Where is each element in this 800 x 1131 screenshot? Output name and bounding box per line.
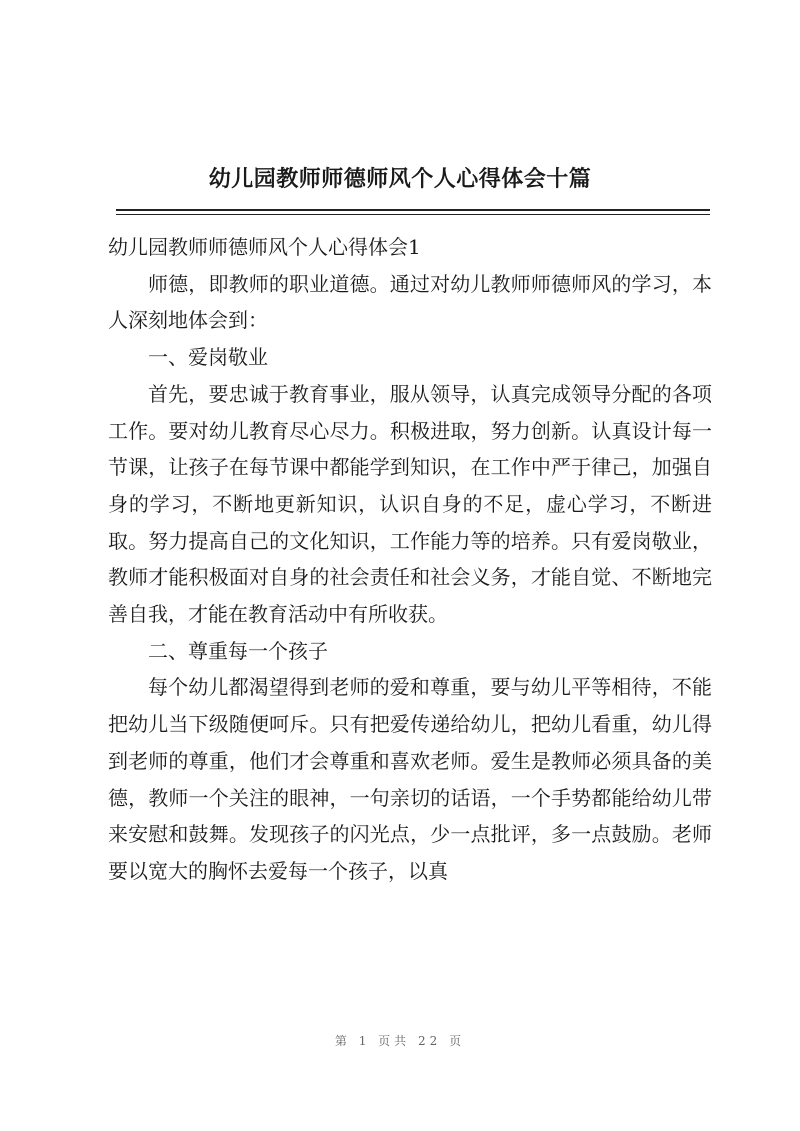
section-heading: 幼儿园教师师德师风个人心得体会1 (108, 235, 421, 259)
paragraph-1: 首先，要忠诚于教育事业，服从领导，认真完成领导分配的各项工作。要对幼儿教育尽心尽力。积极进取，努力创新。认真设计每一节课，让孩子在每节课中都能学到知识，在工作中严于律己，加强自身的学习，不断地更新知识，认识自身的不足，虚心学习，不断进取。努力提高自己的文化知识，工作能力等的培养。只有爱岗敬业，教师才能积极面对自身的社会责任和社会义务，才能自觉、不断地完善自我，才能在教育活动中有所收获。 (108, 381, 712, 627)
title-divider-thin (116, 214, 710, 215)
page-number-footer: 第 1 页共 22 页 (334, 1034, 466, 1048)
subheading-1: 一、爱岗敬业 (148, 345, 268, 370)
subheading-2: 二、尊重每一个孩子 (148, 638, 328, 663)
document-body (108, 229, 712, 890)
title-divider-thick (116, 209, 710, 211)
document-title: 幼儿园教师师德师风个人心得体会十篇 (208, 166, 592, 192)
paragraph-intro: 师德，即教师的职业道德。通过对幼儿教师师德师风的学习，本人深刻地体会到： (108, 271, 712, 333)
paragraph-2: 每个幼儿都渴望得到老师的爱和尊重，要与幼儿平等相待，不能把幼儿当下级随便呵斥。只有把爱传递给幼儿，把幼儿看重，幼儿得到老师的尊重，他们才会尊重和喜欢老师。爱生是教师必须具备的美德，教师一个关注的眼神，一句亲切的话语，一个手势都能给幼儿带来安慰和鼓舞。发现孩子的闪光点，少一点批评，多一点鼓励。老师要以宽大的胸怀去爱每一个孩子，以真 (108, 675, 712, 883)
